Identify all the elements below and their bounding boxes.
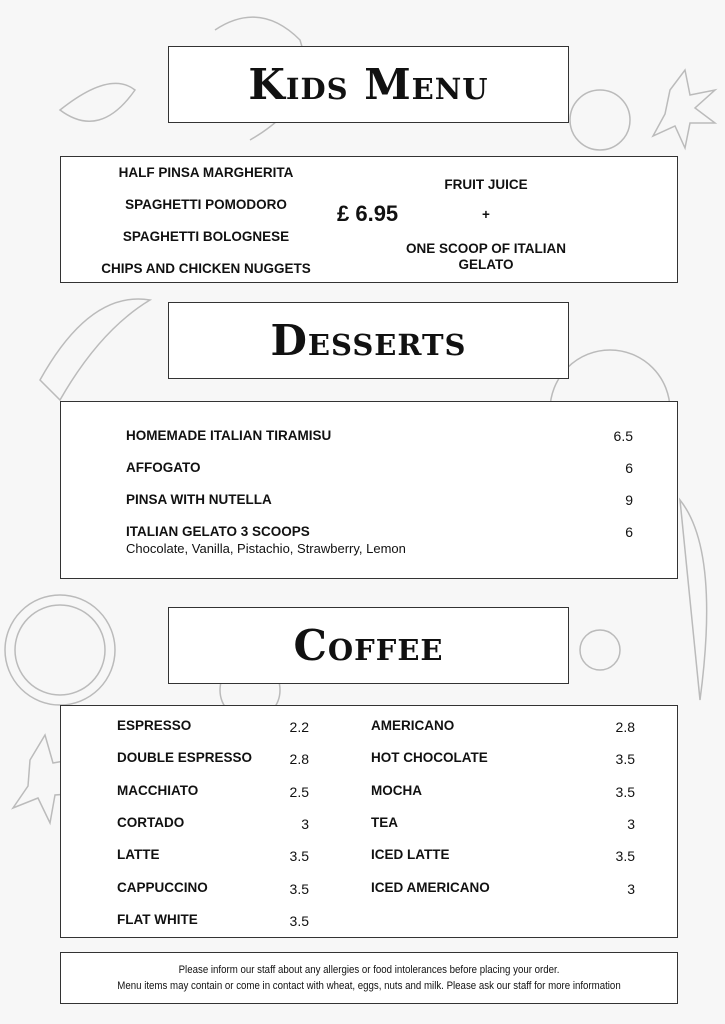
kids-extra-juice: FRUIT JUICE: [444, 177, 528, 192]
dessert-name: ITALIAN GELATO 3 SCOOPS: [126, 524, 310, 539]
coffee-item-name: TEA: [371, 814, 398, 830]
coffee-item-price: 3: [301, 815, 309, 832]
coffee-item-name: CORTADO: [117, 814, 185, 830]
dessert-price: 9: [625, 492, 633, 508]
coffee-item-price: 3.5: [615, 751, 635, 768]
dessert-description: Chocolate, Vanilla, Pistachio, Strawberry, Lemon: [126, 541, 406, 556]
coffee-title-box: [168, 607, 569, 684]
kids-menu-title: Kids Menu: [248, 60, 489, 109]
kids-extra-gelato-line1: ONE SCOOP OF ITALIAN: [405, 241, 566, 256]
dessert-price: 6: [625, 460, 633, 476]
kids-item: CHIPS AND CHICKEN NUGGETS: [101, 261, 311, 276]
desserts-title: Desserts: [270, 316, 467, 365]
dessert-price: 6: [625, 524, 633, 540]
coffee-section: [60, 705, 678, 938]
coffee-item-name: MOCHA: [371, 782, 422, 798]
coffee-item-name: LATTE: [117, 847, 160, 863]
coffee-item-name: FLAT WHITE: [117, 911, 198, 927]
dessert-price: 6.5: [613, 428, 633, 444]
coffee-item-name: ICED LATTE: [371, 847, 450, 863]
coffee-item-name: HOT CHOCOLATE: [371, 750, 488, 766]
coffee-item-price: 2.8: [615, 719, 635, 735]
coffee-item-name: ESPRESSO: [117, 718, 192, 733]
coffee-item-price: 2.8: [289, 751, 309, 768]
coffee-item-name: ICED AMERICANO: [371, 879, 490, 895]
coffee-item-price: 3: [627, 880, 635, 897]
dessert-name: AFFOGATO: [126, 460, 201, 475]
coffee-item-price: 3.5: [615, 783, 635, 800]
allergy-notice: [60, 952, 678, 1004]
coffee-item-name: DOUBLE ESPRESSO: [117, 750, 253, 766]
coffee-item-price: 2.5: [289, 783, 309, 800]
coffee-item-name: MACCHIATO: [117, 782, 199, 798]
allergy-notice-line1: Please inform our staff about any allergies or food intolerances before placing your order.: [178, 964, 560, 976]
kids-menu-section: [60, 156, 678, 283]
dessert-name: PINSA WITH NUTELLA: [126, 492, 272, 507]
kids-item: HALF PINSA MARGHERITA: [118, 165, 294, 180]
coffee-item-price: 3.5: [289, 880, 309, 897]
kids-extra-gelato-line2: GELATO: [458, 257, 514, 272]
coffee-item-name: AMERICANO: [371, 718, 455, 733]
coffee-item-price: 3: [627, 815, 635, 832]
dessert-name: HOMEMADE ITALIAN TIRAMISU: [126, 428, 332, 443]
kids-menu-title-box: [168, 46, 569, 123]
kids-item: SPAGHETTI POMODORO: [125, 197, 287, 212]
kids-item: SPAGHETTI BOLOGNESE: [122, 229, 290, 244]
coffee-item-price: 3.5: [289, 848, 309, 865]
coffee-item-price: 3.5: [289, 912, 309, 929]
kids-price: £ 6.95: [337, 201, 399, 226]
kids-plus: +: [482, 207, 490, 222]
coffee-item-name: CAPPUCCINO: [117, 879, 208, 895]
desserts-section: [60, 401, 678, 579]
coffee-item-price: 2.2: [289, 719, 309, 735]
desserts-title-box: [168, 302, 569, 379]
allergy-notice-line2: Menu items may contain or come in contact with wheat, eggs, nuts and milk. Please ask our staff for more information: [117, 980, 621, 992]
coffee-title: Coffee: [293, 621, 444, 670]
coffee-item-price: 3.5: [615, 848, 635, 865]
